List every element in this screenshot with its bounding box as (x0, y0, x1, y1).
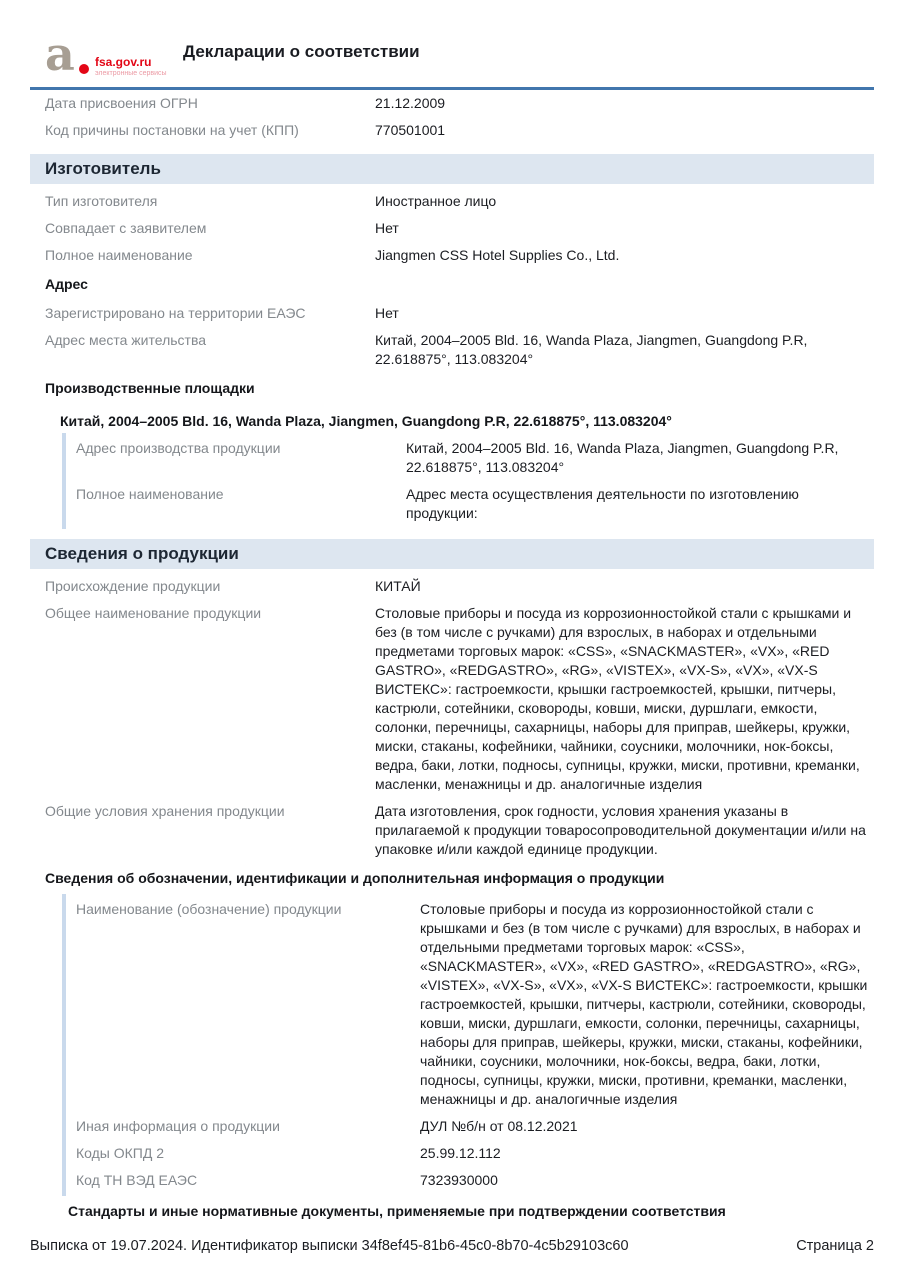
field-value: 7323930000 (420, 1172, 498, 1188)
field-label: Общее наименование продукции (45, 605, 262, 621)
section-title: Сведения о продукции (45, 544, 239, 563)
page-number: Страница 2 (796, 1238, 874, 1254)
fsa-logo (45, 27, 183, 81)
field-value: Jiangmen CSS Hotel Supplies Co., Ltd. (375, 247, 620, 263)
logo-text (95, 56, 167, 78)
field-row-manufacturer-type (30, 188, 874, 215)
field-label: Общие условия хранения продукции (45, 803, 285, 819)
field-label: Код ТН ВЭД ЕАЭС (76, 1172, 198, 1188)
field-label: Иная информация о продукции (76, 1118, 280, 1134)
field-value: ДУЛ №б/н от 08.12.2021 (420, 1118, 578, 1134)
page-footer (30, 1238, 874, 1254)
fsa-logo-icon: a (45, 27, 75, 81)
field-row-product-common-name (30, 600, 874, 798)
field-row-eaes-registered (30, 300, 874, 327)
field-row-production-address (76, 435, 874, 481)
field-label: Адрес места жительства (45, 332, 207, 348)
field-label: Происхождение продукции (45, 578, 221, 594)
field-value: 25.99.12.112 (420, 1145, 501, 1161)
field-value: Нет (375, 305, 399, 321)
field-label: Адрес производства продукции (76, 440, 281, 456)
logo-tagline: электронные сервисы (95, 70, 167, 77)
field-row-tnved (76, 1167, 874, 1194)
field-value: Иностранное лицо (375, 193, 497, 209)
field-label: Тип изготовителя (45, 193, 158, 209)
field-value: Адрес места осуществления деятельности по изготовлению продукции: (406, 486, 799, 521)
logo-site-label: fsa.gov.ru (95, 55, 152, 69)
field-value: 21.12.2009 (375, 95, 446, 111)
field-value: 770501001 (375, 122, 446, 138)
subheading-address: Адрес (45, 276, 88, 292)
subheading-standards: Стандарты и иные нормативные документы, применяемые при подтверждении соответствия (68, 1203, 726, 1219)
field-row-site-full-name (76, 481, 874, 527)
field-label: Зарегистрировано на территории ЕАЭС (45, 305, 306, 321)
field-label: Коды ОКПД 2 (76, 1145, 165, 1161)
field-row-other-info (76, 1113, 874, 1140)
field-row-product-origin (30, 573, 874, 600)
subheading-identification: Сведения об обозначении, идентификации и дополнительная информация о продукции (45, 870, 665, 886)
field-value: Китай, 2004–2005 Bld. 16, Wanda Plaza, Jiangmen, Guangdong P.R, 22.618875°, 113.083204° (406, 440, 839, 475)
field-label: Полное наименование (45, 247, 193, 263)
field-label: Дата присвоения ОГРН (45, 95, 198, 111)
field-row-product-designation (76, 896, 874, 1113)
field-row-full-name (30, 242, 874, 269)
field-row-kpp (30, 117, 874, 144)
production-site-details (62, 433, 874, 529)
field-value: Столовые приборы и посуда из коррозионностойкой стали с крышками и без (в том числе с ручками) для взрослых, в наборах и отдельными предметами торговых марок: «CSS», «SNACKMASTER», «VX», «RED GASTRO», «REDGASTRO», «RG», «VISTEX», «VX-S», «VX», «VX-S ВИСТЕКС»: гастроемкости, крышки гастроемкостей, крышки, питчеры, кастрюли, сотейники, сковороды, ковши, миски, дуршлаги, емкости, солонки, перечницы, сахарницы, наборы для приправ, шейкеры, кружки, миски, стаканы, кофейники, чайники, соусники, молочники, нок-боксы, ведра, баки, лотки, подносы, супницы, кружки, миски, противни, креманки, масленки, менажницы и др. аналогичные изделия (375, 605, 860, 792)
page-header (0, 0, 904, 81)
field-label: Наименование (обозначение) продукции (76, 901, 342, 917)
subheading-production-sites: Производственные площадки (45, 380, 255, 396)
section-header-manufacturer (30, 154, 874, 184)
field-row-okpd2 (76, 1140, 874, 1167)
production-site-title: Китай, 2004–2005 Bld. 16, Wanda Plaza, Jiangmen, Guangdong P.R, 22.618875°, 113.083204° (60, 413, 672, 429)
field-value: Нет (375, 220, 399, 236)
extract-info: Выписка от 19.07.2024. Идентификатор выписки 34f8ef45-81b6-45c0-8b70-4c5b29103c60 (30, 1238, 629, 1254)
field-label: Совпадает с заявителем (45, 220, 207, 236)
field-value: Китай, 2004–2005 Bld. 16, Wanda Plaza, Jiangmen, Guangdong P.R, 22.618875°, 113.083204° (375, 332, 808, 367)
page-title: Декларации о соответствии (183, 42, 420, 61)
field-row-residence-address (30, 327, 874, 373)
field-value: КИТАЙ (375, 578, 421, 594)
logo-red-dot-icon (79, 64, 89, 74)
field-value: Дата изготовления, срок годности, условия хранения указаны в прилагаемой к продукции товаросопроводительной документации и/или на упаковке и/или каждой единице продукции. (375, 803, 866, 857)
field-row-storage-conditions (30, 798, 874, 863)
field-row-matches-applicant (30, 215, 874, 242)
field-label: Полное наименование (76, 486, 224, 502)
section-header-product (30, 539, 874, 569)
identification-details (62, 894, 874, 1196)
section-title: Изготовитель (45, 159, 161, 178)
field-value: Столовые приборы и посуда из коррозионностойкой стали с крышками и без (в том числе с ручками) для взрослых, в наборах и отдельными предметами торговых марок: «CSS», «SNACKMASTER», «VX», «RED GASTRO», «REDGASTRO», «RG», «VISTEX», «VX-S», «VX», «VX-S ВИСТЕКС»: гастроемкости, крышки гастроемкостей, крышки, питчеры, кастрюли, сотейники, сковороды, ковши, миски, дуршлаги, емкости, солонки, перечницы, сахарницы, наборы для приправ, шейкеры, кружки, миски, стаканы, кофейники, чайники, соусники, молочники, нок-боксы, ведра, баки, лотки, подносы, супницы, кружки, миски, противни, креманки, масленки, менажницы и др. аналогичные изделия (420, 901, 868, 1107)
field-row-ogrn-date (30, 90, 874, 117)
field-label: Код причины постановки на учет (КПП) (45, 122, 299, 138)
